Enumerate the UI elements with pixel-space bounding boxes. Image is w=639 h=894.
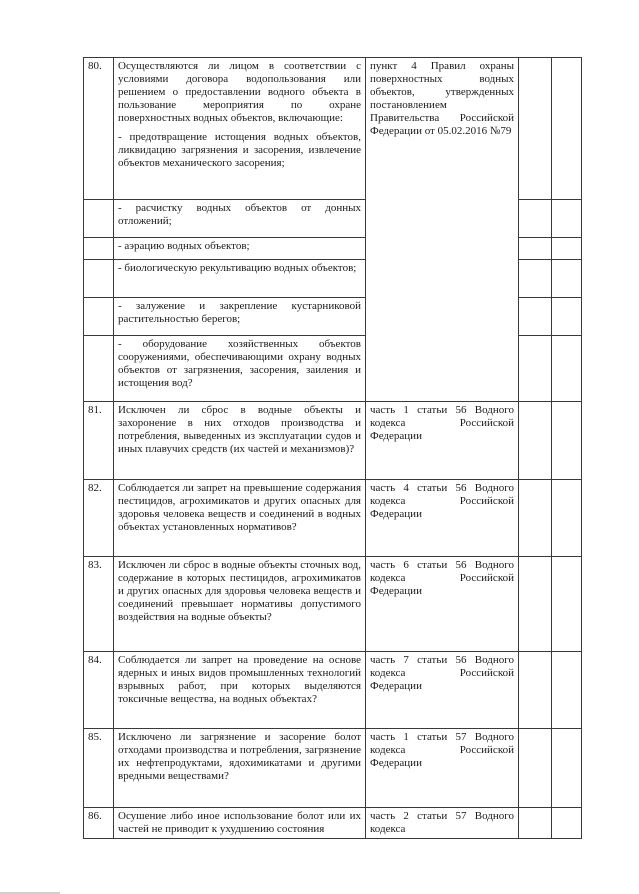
note-cell	[552, 557, 582, 652]
note-cell	[552, 402, 582, 480]
row-number: 86.	[84, 808, 114, 839]
table-row	[84, 808, 582, 839]
row-number: 81.	[84, 402, 114, 480]
row-number: 82.	[84, 480, 114, 557]
note-cell	[552, 260, 582, 298]
reference-cell: часть 1 статьи 57 Водного кодекса Российской Федерации	[366, 729, 519, 808]
question-text: Соблюдается ли запрет на проведение на основе ядерных и иных видов промышленных технологий взрывных работ, при которых выделяются токсичные вещества, на водных объектах?	[114, 652, 366, 729]
reference-cell: часть 4 статьи 56 Водного кодекса Российской Федерации	[366, 480, 519, 557]
question-subitem: - расчистку водных объектов от донных отложений;	[114, 200, 366, 238]
answer-cell	[519, 729, 552, 808]
reference-cell: часть 2 статьи 57 Водного кодекса	[366, 808, 519, 839]
reference-cell: часть 6 статьи 56 Водного кодекса Российской Федерации	[366, 557, 519, 652]
table-row	[84, 652, 582, 729]
answer-cell	[519, 238, 552, 260]
note-cell	[552, 729, 582, 808]
note-cell	[552, 336, 582, 402]
question-text: Исключено ли загрязнение и засорение болот отходами производства и потребления, загрязнение их нефтепродуктами, ядохимикатами и другими вредными веществами?	[114, 729, 366, 808]
answer-cell	[519, 58, 552, 200]
question-subitem: - биологическую рекультивацию водных объектов;	[114, 260, 366, 298]
row-number: 85.	[84, 729, 114, 808]
row-number: 80.	[84, 58, 114, 200]
question-text: Исключен ли сброс в водные объекты и захоронение в них отходов производства и потребления, выведенных из эксплуатации судов и иных плавучих средств (их частей и механизмов)?	[114, 402, 366, 480]
question-subitem: - залужение и закрепление кустарниковой растительностью берегов;	[114, 298, 366, 336]
table-row	[84, 402, 582, 480]
answer-cell	[519, 200, 552, 238]
note-cell	[552, 58, 582, 200]
answer-cell	[519, 336, 552, 402]
table-row	[84, 729, 582, 808]
note-cell	[552, 480, 582, 557]
question-subitem: - оборудование хозяйственных объектов сооружениями, обеспечивающими охрану водных объектов от загрязнения, засорения, заиления и истощения вод?	[114, 336, 366, 402]
reference-cell: часть 7 статьи 56 Водного кодекса Российской Федерации	[366, 652, 519, 729]
answer-cell	[519, 557, 552, 652]
answer-cell	[519, 808, 552, 839]
question-cell	[114, 58, 366, 200]
row-number: 84.	[84, 652, 114, 729]
table-row	[84, 557, 582, 652]
answer-cell	[519, 480, 552, 557]
answer-cell	[519, 298, 552, 336]
question-text: Исключен ли сброс в водные объекты сточных вод, содержание в которых пестицидов, агрохимикатов и других опасных для здоровья человека веществ и соединений превышает нормативы допустимого воздействия на водные объекты?	[114, 557, 366, 652]
table-row	[84, 480, 582, 557]
question-subitem: - аэрацию водных объектов;	[114, 238, 366, 260]
question-text: Осуществляются ли лицом в соответствии с условиями договора водопользования или решением о предоставлении водного объекта в пользование мероприятия по охране поверхностных водных объектов, включающие:	[118, 60, 361, 124]
answer-cell	[519, 652, 552, 729]
answer-cell	[519, 402, 552, 480]
note-cell	[552, 808, 582, 839]
note-cell	[552, 652, 582, 729]
question-text: Осушение либо иное использование болот или их частей не приводит к ухудшению состояния	[114, 808, 366, 839]
reference-cell: пункт 4 Правил охраны поверхностных водных объектов, утвержденных постановлением Правительства Российской Федерации от 05.02.2016 №79	[366, 58, 519, 402]
table-row	[84, 58, 582, 200]
row-number: 83.	[84, 557, 114, 652]
checklist-table	[83, 57, 582, 839]
note-cell	[552, 298, 582, 336]
question-subitem: - предотвращение истощения водных объектов, ликвидацию загрязнения и засорения, извлечение объектов механического засорения;	[118, 131, 361, 169]
note-cell	[552, 238, 582, 260]
note-cell	[552, 200, 582, 238]
answer-cell	[519, 260, 552, 298]
reference-cell: часть 1 статьи 56 Водного кодекса Российской Федерации	[366, 402, 519, 480]
question-text: Соблюдается ли запрет на превышение содержания пестицидов, агрохимикатов и других опасных для здоровья человека веществ и соединений в водных объектах установленных нормативов?	[114, 480, 366, 557]
